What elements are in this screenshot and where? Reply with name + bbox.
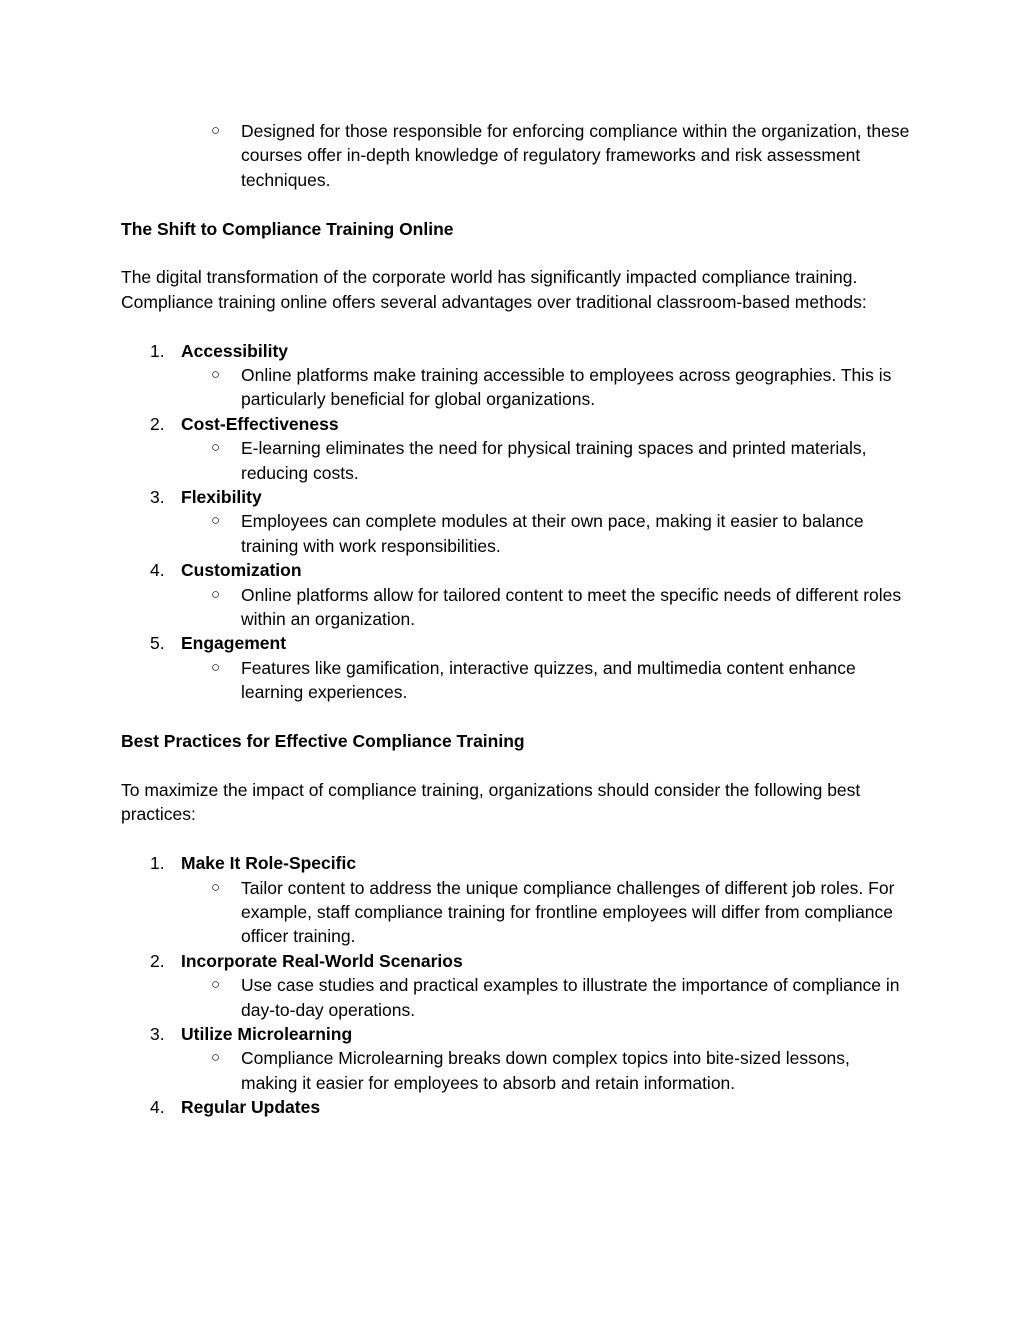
hollow-circle-bullet-icon: ○ xyxy=(211,658,221,676)
list-number: 2. xyxy=(150,950,165,971)
intro-bullet-text: Designed for those responsible for enforcing compliance within the organization, these courses offer in-depth knowledge of regulatory frameworks and risk assessment techniques. xyxy=(241,121,910,190)
list-number: 4. xyxy=(150,1097,165,1118)
list-item xyxy=(121,631,911,655)
list-item-detail xyxy=(121,973,911,1022)
list-item-label: Engagement xyxy=(181,633,287,654)
best-practices-list xyxy=(121,851,911,1119)
list-item-detail xyxy=(121,509,911,558)
list-item xyxy=(121,1095,911,1119)
document-content xyxy=(121,119,911,1120)
list-item-label: Customization xyxy=(181,560,302,581)
list-item-label: Accessibility xyxy=(181,340,288,361)
section-heading-best-practices: Best Practices for Effective Compliance Training xyxy=(121,731,525,752)
hollow-circle-bullet-icon: ○ xyxy=(211,976,221,994)
list-number: 1. xyxy=(150,340,165,361)
list-item xyxy=(121,412,911,436)
hollow-circle-bullet-icon: ○ xyxy=(211,878,221,896)
list-item-label: Incorporate Real-World Scenarios xyxy=(181,950,463,971)
list-item-detail-text: Features like gamification, interactive quizzes, and multimedia content enhance learning experiences. xyxy=(241,657,856,703)
list-item xyxy=(121,1022,911,1046)
intro-sub-bullet xyxy=(121,119,911,192)
hollow-circle-bullet-icon: ○ xyxy=(211,439,221,457)
advantages-list xyxy=(121,339,911,705)
list-item-detail-text: Tailor content to address the unique compliance challenges of different job roles. For example, staff compliance training for frontline employees will differ from compliance officer training. xyxy=(241,877,895,947)
list-item-label: Make It Role-Specific xyxy=(181,853,357,874)
list-number: 3. xyxy=(150,487,165,508)
list-number: 3. xyxy=(150,1023,165,1044)
list-item xyxy=(121,558,911,582)
list-item-label: Cost-Effectiveness xyxy=(181,413,339,434)
list-item-detail xyxy=(121,583,911,632)
hollow-circle-bullet-icon: ○ xyxy=(211,366,221,384)
list-item-label: Regular Updates xyxy=(181,1097,321,1118)
list-item xyxy=(121,339,911,363)
list-item-detail xyxy=(121,1046,911,1095)
hollow-circle-bullet-icon: ○ xyxy=(211,1049,221,1067)
list-number: 2. xyxy=(150,413,165,434)
list-item-detail-text: Online platforms make training accessible to employees across geographies. This is particularly beneficial for global organizations. xyxy=(241,365,892,410)
list-item-detail xyxy=(121,876,911,949)
list-item xyxy=(121,851,911,875)
list-item-label: Utilize Microlearning xyxy=(181,1023,353,1044)
list-item-detail xyxy=(121,363,911,412)
list-item-detail-text: E-learning eliminates the need for physical training spaces and printed materials, reducing costs. xyxy=(241,438,867,483)
section-paragraph-shift: The digital transformation of the corporate world has significantly impacted compliance training. Compliance training online offers several advantages over traditional classroom-based methods: xyxy=(121,267,867,312)
list-item-detail xyxy=(121,436,911,485)
list-item xyxy=(121,949,911,973)
list-item-detail-text: Use case studies and practical examples to illustrate the importance of compliance in day-to-day operations. xyxy=(241,975,900,1020)
hollow-circle-bullet-icon: ○ xyxy=(211,585,221,603)
hollow-circle-bullet-icon: ○ xyxy=(211,512,221,530)
list-number: 5. xyxy=(150,633,165,654)
list-number: 4. xyxy=(150,560,165,581)
section-paragraph-best-practices: To maximize the impact of compliance training, organizations should consider the following best practices: xyxy=(121,779,861,825)
list-item-label: Flexibility xyxy=(181,487,262,508)
list-item xyxy=(121,485,911,509)
list-number: 1. xyxy=(150,853,165,874)
list-item-detail xyxy=(121,656,911,705)
section-heading-shift: The Shift to Compliance Training Online xyxy=(121,218,454,239)
list-item-detail-text: Employees can complete modules at their own pace, making it easier to balance training with work responsibilities. xyxy=(241,511,864,556)
hollow-circle-bullet-icon: ○ xyxy=(211,122,221,139)
list-item-detail-text: Compliance Microlearning breaks down complex topics into bite-sized lessons, making it easier for employees to absorb and retain information. xyxy=(241,1048,850,1093)
list-item-detail-text: Online platforms allow for tailored content to meet the specific needs of different roles within an organization. xyxy=(241,584,902,630)
